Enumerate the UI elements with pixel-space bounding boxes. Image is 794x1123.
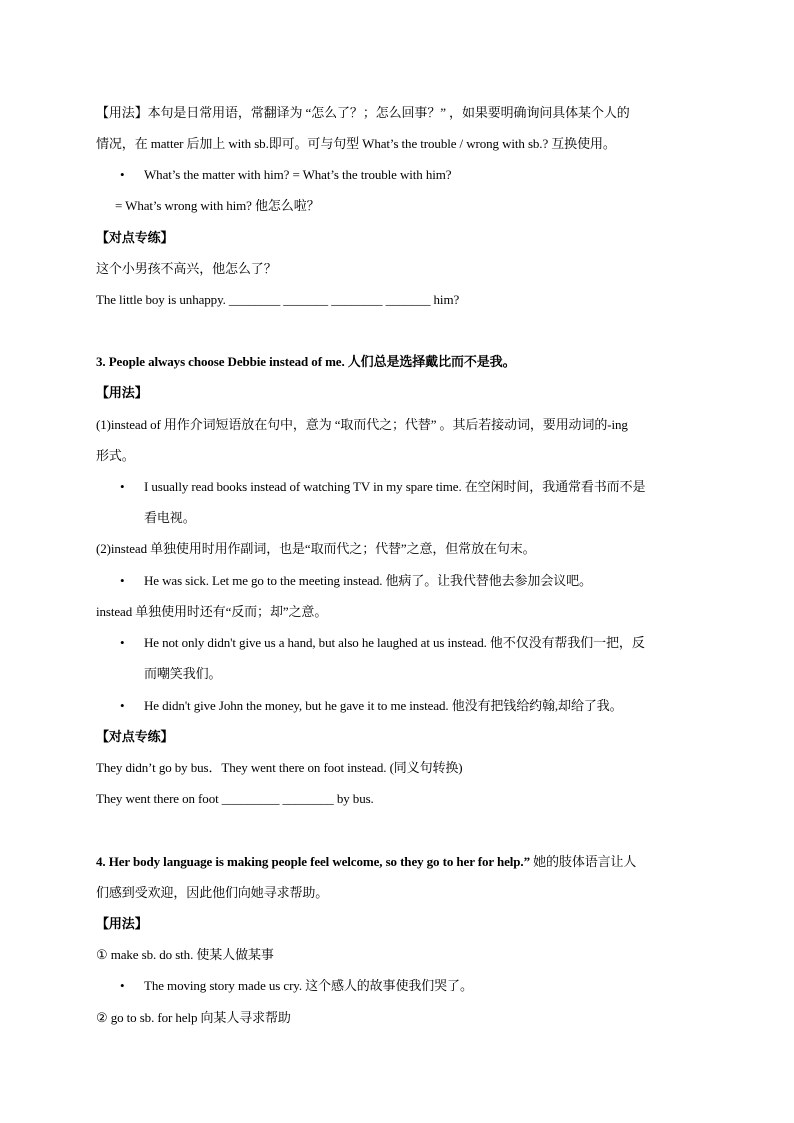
section-title	[96, 853, 636, 871]
usage-paragraph-line: instead 单独使用时还有“反而；却”之意。	[96, 604, 328, 619]
bullet-icon: •	[120, 635, 125, 650]
bullet-icon: •	[120, 479, 125, 494]
usage-heading: 【用法】	[96, 385, 148, 400]
example-text: = What’s wrong with him? 他怎么啦？	[115, 198, 320, 213]
usage-paragraph-line: 情况，在 matter 后加上 with sb.即可。可与句型 What’s the trouble / wrong with sb.? 互换使用。	[96, 136, 616, 151]
bullet-icon: •	[120, 573, 125, 588]
section-title-chinese: 她的肢体语言让人	[529, 854, 637, 869]
drill-blank-line: They went there on foot _________ ________ by bus.	[96, 791, 374, 806]
example-text: What’s the matter with him? = What’s the trouble with him?	[144, 167, 452, 182]
example-text: 看电视。	[144, 510, 196, 525]
drill-heading: 【对点专练】	[96, 729, 174, 744]
bullet-icon: •	[120, 978, 125, 993]
example-item	[120, 977, 473, 995]
drill-english: The little boy is unhappy. ________ _______ ________ _______ him?	[96, 292, 460, 307]
drill-heading: 【对点专练】	[96, 230, 174, 245]
example-text: He not only didn't give us a hand, but also he laughed at us instead. 他不仅没有帮我们一把，反	[144, 635, 645, 650]
usage-paragraph-line: (1)instead of 用作介词短语放在句中，意为 “取而代之；代替” 。其后若接动词，要用动词的-ing	[96, 417, 628, 432]
example-item	[120, 697, 623, 715]
example-item	[120, 634, 645, 652]
section-title-english: 4. Her body language is making people feel welcome, so they go to her for help.”	[96, 854, 530, 869]
drill-question: They didn’t go by bus．They went there on foot instead. (同义句转换)	[96, 760, 463, 775]
usage-item: ② go to sb. for help 向某人寻求帮助	[96, 1010, 291, 1025]
example-text: He didn't give John the money, but he gave it to me instead. 他没有把钱给约翰,却给了我。	[144, 698, 623, 713]
example-text: He was sick. Let me go to the meeting instead. 他病了。让我代替他去参加会议吧。	[144, 573, 592, 588]
example-item	[120, 478, 645, 496]
usage-paragraph-line: 【用法】本句是日常用语，常翻译为 “怎么了？；怎么回事？” ，如果要明确询问具体某个人的	[96, 105, 630, 120]
example-item	[120, 166, 451, 184]
bullet-icon: •	[120, 167, 125, 182]
usage-heading: 【用法】	[96, 916, 148, 931]
section-title: 3. People always choose Debbie instead of me. 人们总是选择戴比而不是我。	[96, 354, 516, 369]
usage-paragraph-line: (2)instead 单独使用时用作副词，也是“取而代之；代替”之意，但常放在句末。	[96, 541, 536, 556]
drill-chinese: 这个小男孩不高兴，他怎么了？	[96, 261, 277, 276]
usage-item: ① make sb. do sth. 使某人做某事	[96, 947, 274, 962]
bullet-icon: •	[120, 698, 125, 713]
example-text: 而嘲笑我们。	[144, 666, 222, 681]
section-title-continued: 们感到受欢迎，因此他们向她寻求帮助。	[96, 885, 329, 900]
usage-paragraph-line: 形式。	[96, 448, 135, 463]
example-text: The moving story made us cry. 这个感人的故事使我们哭了。	[144, 978, 473, 993]
example-item	[120, 572, 592, 590]
example-text: I usually read books instead of watching TV in my spare time. 在空闲时间，我通常看书而不是	[144, 479, 646, 494]
